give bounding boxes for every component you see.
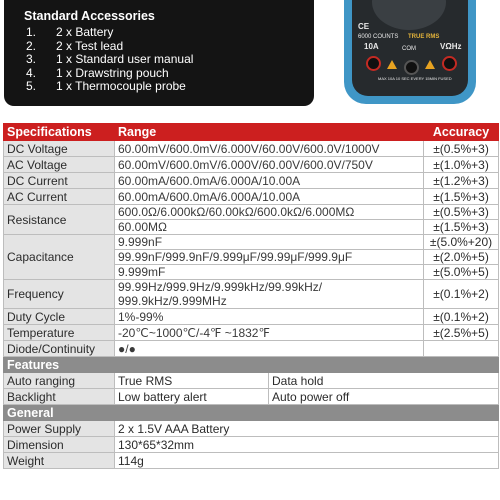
accuracy-header: Accuracy [424,124,499,141]
spec-accuracy: ±(1.2%+3) [424,173,499,189]
spec-label: DC Voltage [4,141,115,157]
feature-item: Backlight [4,389,115,405]
spec-accuracy: ±(5.0%+5) [424,265,499,280]
features-title: Features [4,357,499,373]
list-item-number: 5. [26,79,37,93]
features-section-header [4,357,499,373]
spec-label: Frequency [4,280,115,309]
spec-label: Temperature [4,325,115,341]
spec-range: 60.00mA/600.0mA/6.000A/10.00A [115,189,424,205]
frequency-range-line-1: 99.99Hz/999.9Hz/9.999kHz/99.99kHz/ [118,280,323,294]
spec-label: Resistance [4,205,115,235]
spec-range: 60.00mA/600.0mA/6.000A/10.00A [115,173,424,189]
list-item [26,80,193,94]
table-row [4,205,499,220]
true-rms-label: TRUE RMS [408,34,440,40]
table-row [4,173,499,189]
general-title: General [4,405,499,421]
volt-jack-label: VΩHz [440,42,462,51]
table-row [4,309,499,325]
com-jack-label: COM [402,46,416,52]
spec-accuracy: ±(0.1%+2) [424,280,499,309]
spec-range [115,280,424,309]
spec-range: 60.00MΩ [115,220,424,235]
general-value: 114g [115,453,499,469]
specifications-header: Specifications [4,124,115,141]
rotary-dial [372,0,446,30]
spec-accuracy: ±(2.0%+5) [424,250,499,265]
amp-jack-label: 10A [364,42,379,51]
volt-jack [442,56,457,71]
range-header: Range [115,124,424,141]
list-item-number: 2. [26,38,37,53]
table-row [4,325,499,341]
warning-icon [387,60,397,69]
list-item-text: 1 x Standard user manual [56,52,194,66]
list-item-text: 1 x Thermocouple probe [56,79,186,93]
multimeter-face [352,0,468,96]
list-item-text: 1 x Drawstring pouch [56,65,169,80]
multimeter-image [344,0,476,104]
com-jack [404,60,419,75]
list-item-text: 2 x Test lead [56,38,124,53]
spec-range: 9.999nF [115,235,424,250]
accessories-title: Standard Accessories [24,9,155,23]
specifications-table [3,123,499,469]
spec-accuracy-empty [424,341,499,357]
spec-range: 60.00mV/600.0mV/6.000V/60.00V/600.0V/750V [115,157,424,173]
list-item-number: 4. [26,65,37,80]
feature-item: Auto power off [269,389,499,405]
warning-icon [425,60,435,69]
feature-item: Auto ranging [4,373,115,389]
general-value: 2 x 1.5V AAA Battery [115,421,499,437]
list-item [26,67,193,81]
spec-accuracy: ±(0.5%+3) [424,205,499,220]
spec-range: 600.0Ω/6.000kΩ/60.00kΩ/600.0kΩ/6.000MΩ [115,205,424,220]
table-row [4,389,499,405]
frequency-range-line-2: 999.9kHz/9.999MHz [118,294,227,308]
spec-label: Diode/Continuity [4,341,115,357]
spec-accuracy: ±(0.1%+2) [424,309,499,325]
spec-label: Capacitance [4,235,115,280]
spec-accuracy: ±(1.0%+3) [424,157,499,173]
spec-accuracy: ±(0.5%+3) [424,141,499,157]
general-label: Power Supply [4,421,115,437]
spec-label: AC Current [4,189,115,205]
table-row [4,453,499,469]
feature-item: Low battery alert [115,389,269,405]
table-row [4,235,499,250]
spec-label: DC Current [4,173,115,189]
table-row [4,373,499,389]
general-section-header [4,405,499,421]
table-row [4,341,499,357]
general-label: Weight [4,453,115,469]
spec-accuracy: ±(1.5%+3) [424,189,499,205]
spec-range: 60.00mV/600.0mV/6.000V/60.00V/600.0V/1000V [115,141,424,157]
spec-range: -20℃~1000℃/-4℉ ~1832℉ [115,325,424,341]
general-label: Dimension [4,437,115,453]
spec-accuracy: ±(1.5%+3) [424,220,499,235]
list-item-text: 2 x Battery [56,25,114,39]
list-item-number: 3. [26,52,37,66]
accessories-list [26,26,193,94]
spec-range: 9.999mF [115,265,424,280]
spec-range: 1%-99% [115,309,424,325]
fuse-warning-text: MAX 10A 10 SEC EVERY 15MIN FUSED [378,76,452,81]
spec-label: Duty Cycle [4,309,115,325]
table-row [4,141,499,157]
diode-continuity-symbols: ●/● [115,341,424,357]
table-row [4,421,499,437]
table-header-row [4,124,499,141]
spec-label: AC Voltage [4,157,115,173]
table-row [4,157,499,173]
table-row [4,280,499,309]
spec-accuracy: ±(2.5%+5) [424,325,499,341]
counts-label: 6000 COUNTS [358,34,399,40]
accessories-panel [4,0,314,106]
list-item-number: 1. [26,25,37,39]
ce-mark: CE [358,22,370,31]
list-item [26,40,193,54]
table-row [4,189,499,205]
list-item [26,26,193,40]
table-row [4,437,499,453]
spec-accuracy: ±(5.0%+20) [424,235,499,250]
feature-item: True RMS [115,373,269,389]
general-value: 130*65*32mm [115,437,499,453]
feature-item: Data hold [269,373,499,389]
amp-jack [366,56,381,71]
spec-range: 99.99nF/999.9nF/9.999μF/99.99μF/999.9μF [115,250,424,265]
list-item [26,53,193,67]
